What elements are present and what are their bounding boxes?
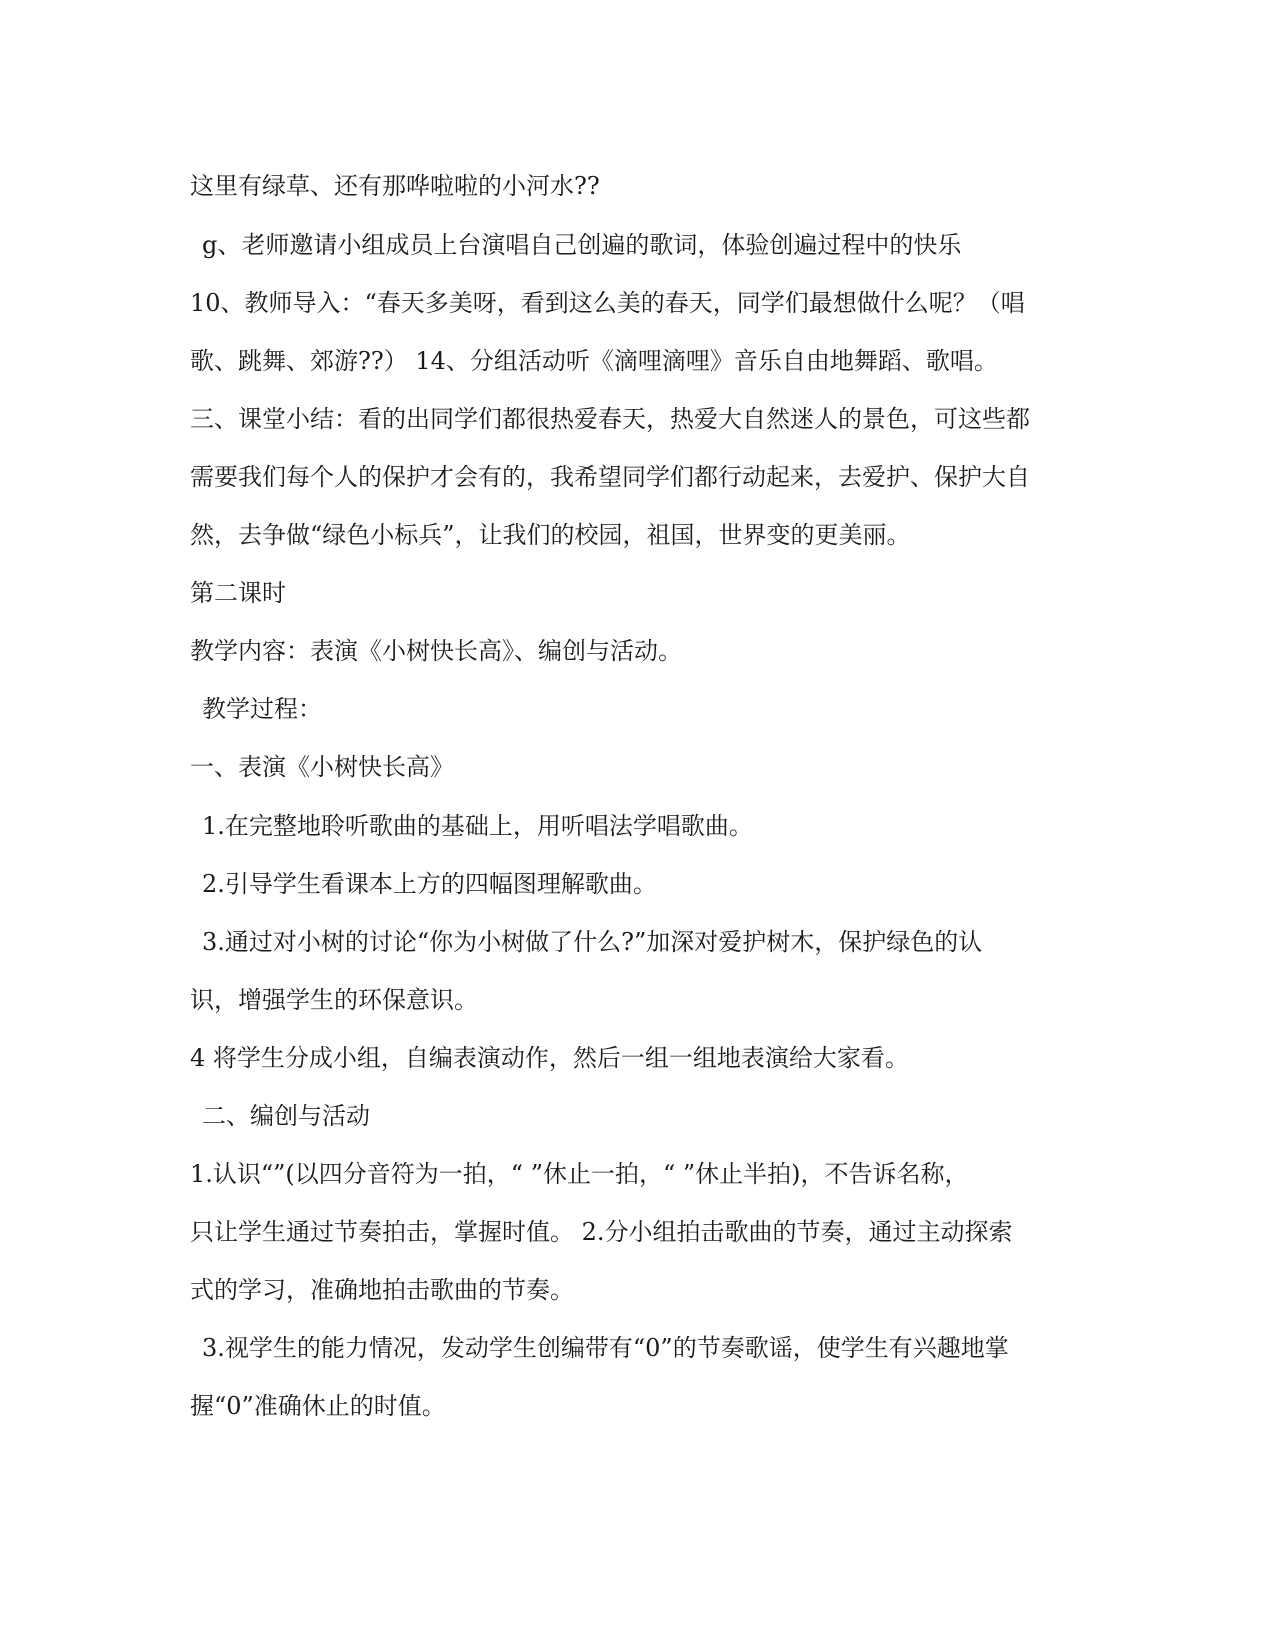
text-line: 10、教师导入：“春天多美呀，看到这么美的春天，同学们最想做什么呢？（唱 <box>190 289 1025 317</box>
text-line: 识，增强学生的环保意识。 <box>190 986 478 1014</box>
text-line: 歌、跳舞、郊游??） 14、分组活动听《滴哩滴哩》音乐自由地舞蹈、歌唱。 <box>190 347 998 375</box>
text-line: 教学内容：表演《小树快长高》、编创与活动。 <box>190 637 682 665</box>
text-line: 三、课堂小结：看的出同学们都很热爱春天，热爱大自然迷人的景色，可这些都 <box>190 405 1030 433</box>
section-heading: 第二课时 <box>190 579 286 607</box>
list-item: 1.认识“”(以四分音符为一拍，“ ”休止一拍，“ ”休止半拍)，不告诉名称， <box>190 1160 969 1188</box>
text-line: 式的学习，准确地拍击歌曲的节奏。 <box>190 1276 574 1304</box>
text-line: 只让学生通过节奏拍击，掌握时值。 2.分小组拍击歌曲的节奏，通过主动探索 <box>190 1218 1013 1246</box>
text-line: 需要我们每个人的保护才会有的，我希望同学们都行动起来，去爱护、保护大自 <box>190 463 1030 491</box>
text-line: 然，去争做“绿色小标兵”，让我们的校园，祖国，世界变的更美丽。 <box>190 521 911 549</box>
text-line: 握“0”准确休止的时值。 <box>190 1392 446 1420</box>
section-heading: 二、编创与活动 <box>202 1102 370 1130</box>
list-item: 3.视学生的能力情况，发动学生创编带有“0”的节奏歌谣，使学生有兴趣地掌 <box>202 1334 1009 1362</box>
list-item: 3.通过对小树的讨论“你为小树做了什么?”加深对爱护树木，保护绿色的认 <box>202 928 983 956</box>
text-line: 这里有绿草、还有那哗啦啦的小河水?? <box>190 172 600 200</box>
list-item: 1.在完整地聆听歌曲的基础上，用听唱法学唱歌曲。 <box>202 812 753 840</box>
section-heading: 一、表演《小树快长高》 <box>190 753 454 781</box>
list-item: 2.引导学生看课本上方的四幅图理解歌曲。 <box>202 870 657 898</box>
text-line: g、老师邀请小组成员上台演唱自己创遍的歌词，体验创遍过程中的快乐 <box>202 231 962 259</box>
text-line: 教学过程： <box>202 695 322 723</box>
list-item: 4 将学生分成小组，自编表演动作，然后一组一组地表演给大家看。 <box>190 1044 909 1072</box>
